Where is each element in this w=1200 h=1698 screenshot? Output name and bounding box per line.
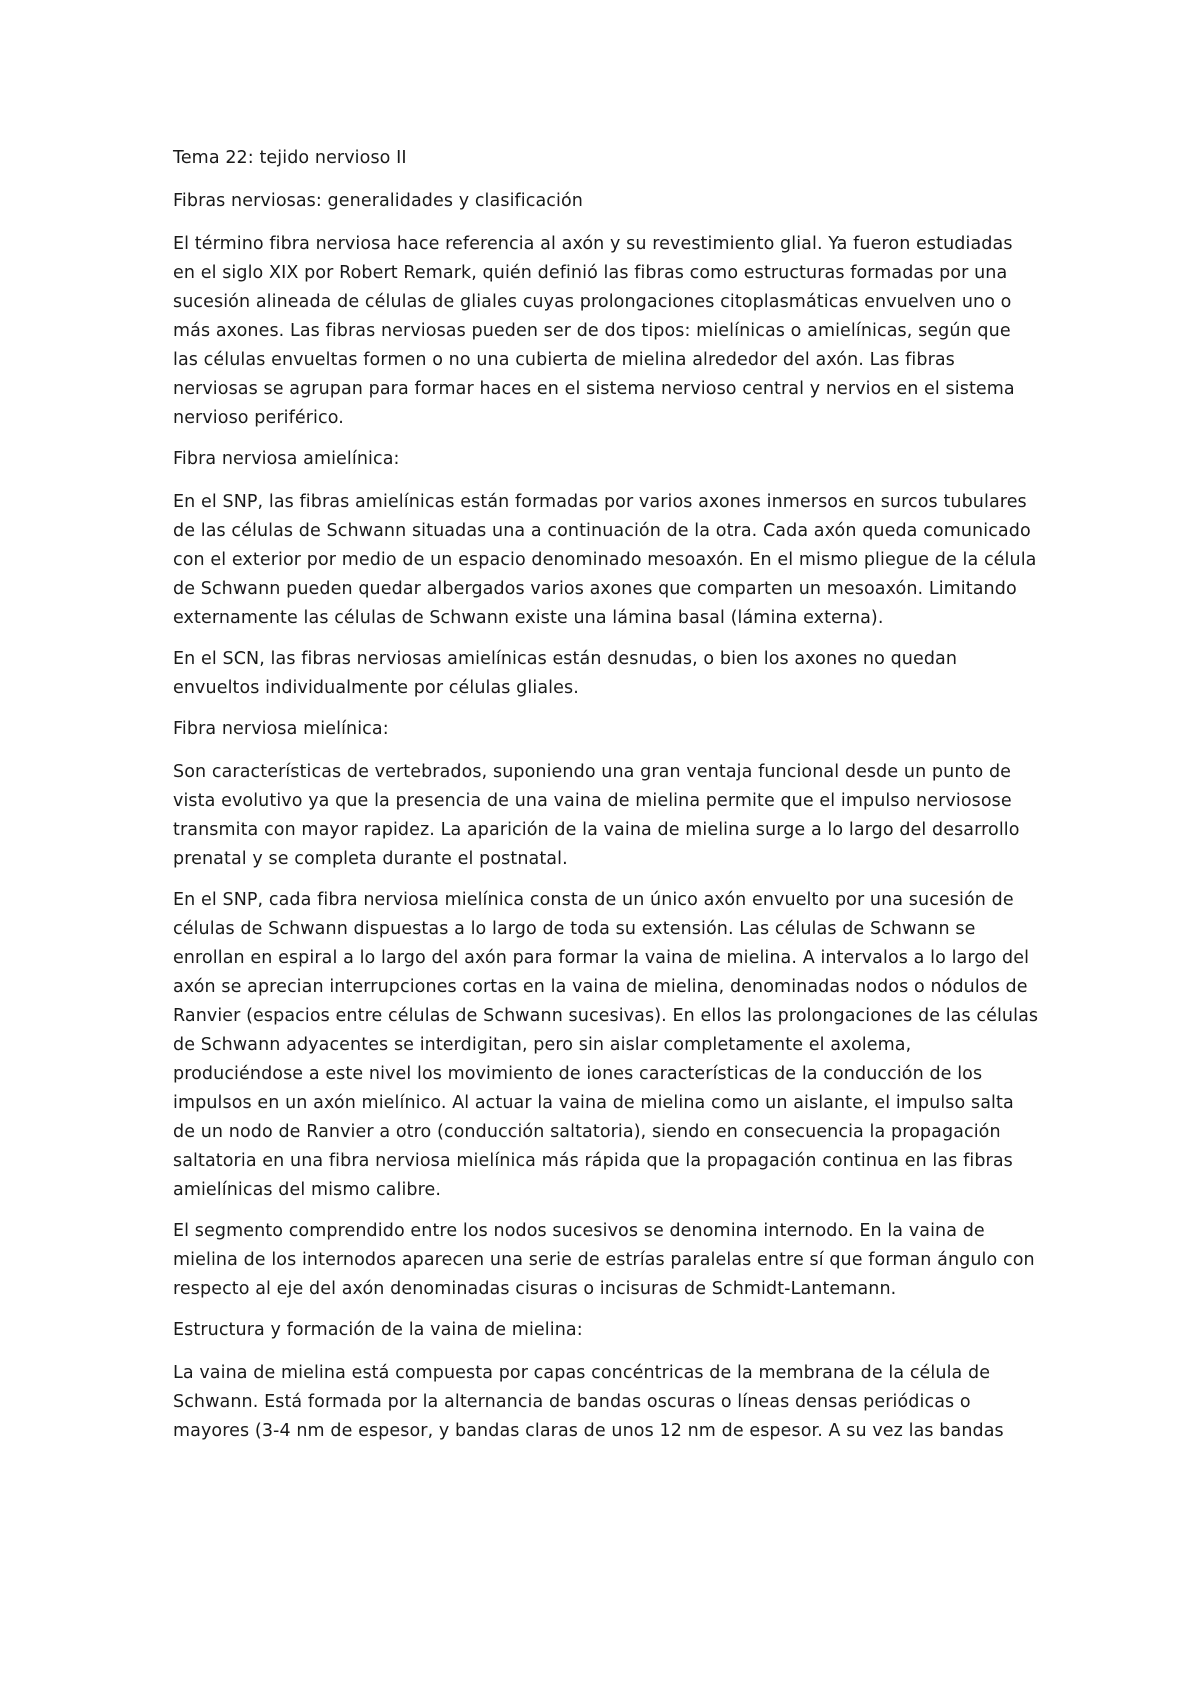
- document-title: Tema 22: tejido nervioso II: [173, 148, 407, 168]
- paragraph: La vaina de mielina está compuesta por capas concéntricas de la membrana de la célula de Schwann. Está formada por la alternancia de bandas oscuras o líneas densas periódicas o mayores (3-4 nm de espesor, y bandas claras de unos 12 nm de espesor. A su vez las bandas: [173, 1363, 1004, 1441]
- section-heading-mielinica: Fibra nerviosa mielínica:: [173, 719, 389, 739]
- paragraph: En el SNP, cada fibra nerviosa mielínica consta de un único axón envuelto por una sucesión de células de Schwann dispuestas a lo largo de toda su extensión. Las células de Schwann se enrollan en espiral a lo largo del axón para formar la vaina de mielina. A intervalos a lo largo del axón se aprecian interrupciones cortas en la vaina de mielina, denominadas nodos o nódulos de Ranvier (espacios entre células de Schwann sucesivas). En ellos las prolongaciones de las células de Schwann adyacentes se interdigitan, pero sin aislar completamente el axolema, produciéndose a este nivel los movimiento de iones características de la conducción de los impulsos en un axón mielínico. Al actuar la vaina de mielina como un aislante, el impulso salta de un nodo de Ranvier a otro (conducción saltatoria), siendo en consecuencia la propagación saltatoria en una fibra nerviosa mielínica más rápida que la propagación continua en las fibras amielínicas del mismo calibre.: [173, 890, 1039, 1200]
- document-body: [173, 144, 1039, 1458]
- paragraph: En el SCN, las fibras nerviosas amielínicas están desnudas, o bien los axones no quedan envueltos individualmente por células gliales.: [173, 649, 958, 698]
- section-heading-estructura: Estructura y formación de la vaina de mielina:: [173, 1320, 583, 1340]
- paragraph: El término fibra nerviosa hace referencia al axón y su revestimiento glial. Ya fueron estudiadas en el siglo XIX por Robert Remark, quién definió las fibras como estructuras formadas por una sucesión alineada de células de gliales cuyas prolongaciones citoplasmáticas envuelven uno o más axones. Las fibras nerviosas pueden ser de dos tipos: mielínicas o amielínicas, según que las células envueltas formen o no una cubierta de mielina alrededor del axón. Las fibras nerviosas se agrupan para formar haces en el sistema nervioso central y nervios en el sistema nervioso periférico.: [173, 234, 1015, 428]
- section-heading-amielinica: Fibra nerviosa amielínica:: [173, 449, 400, 469]
- paragraph: El segmento comprendido entre los nodos sucesivos se denomina internodo. En la vaina de mielina de los internodos aparecen una serie de estrías paralelas entre sí que forman ángulo con respecto al eje del axón denominadas cisuras o incisuras de Schmidt-Lantemann.: [173, 1221, 1035, 1299]
- paragraph: Son características de vertebrados, suponiendo una gran ventaja funcional desde un punto de vista evolutivo ya que la presencia de una vaina de mielina permite que el impulso nerviosose transmita con mayor rapidez. La aparición de la vaina de mielina surge a lo largo del desarrollo prenatal y se completa durante el postnatal.: [173, 762, 1020, 869]
- paragraph: En el SNP, las fibras amielínicas están formadas por varios axones inmersos en surcos tubulares de las células de Schwann situadas una a continuación de la otra. Cada axón queda comunicado con el exterior por medio de un espacio denominado mesoaxón. En el mismo pliegue de la célula de Schwann pueden quedar albergados varios axones que comparten un mesoaxón. Limitando externamente las células de Schwann existe una lámina basal (lámina externa).: [173, 492, 1037, 628]
- section-heading-generalidades: Fibras nerviosas: generalidades y clasificación: [173, 191, 583, 211]
